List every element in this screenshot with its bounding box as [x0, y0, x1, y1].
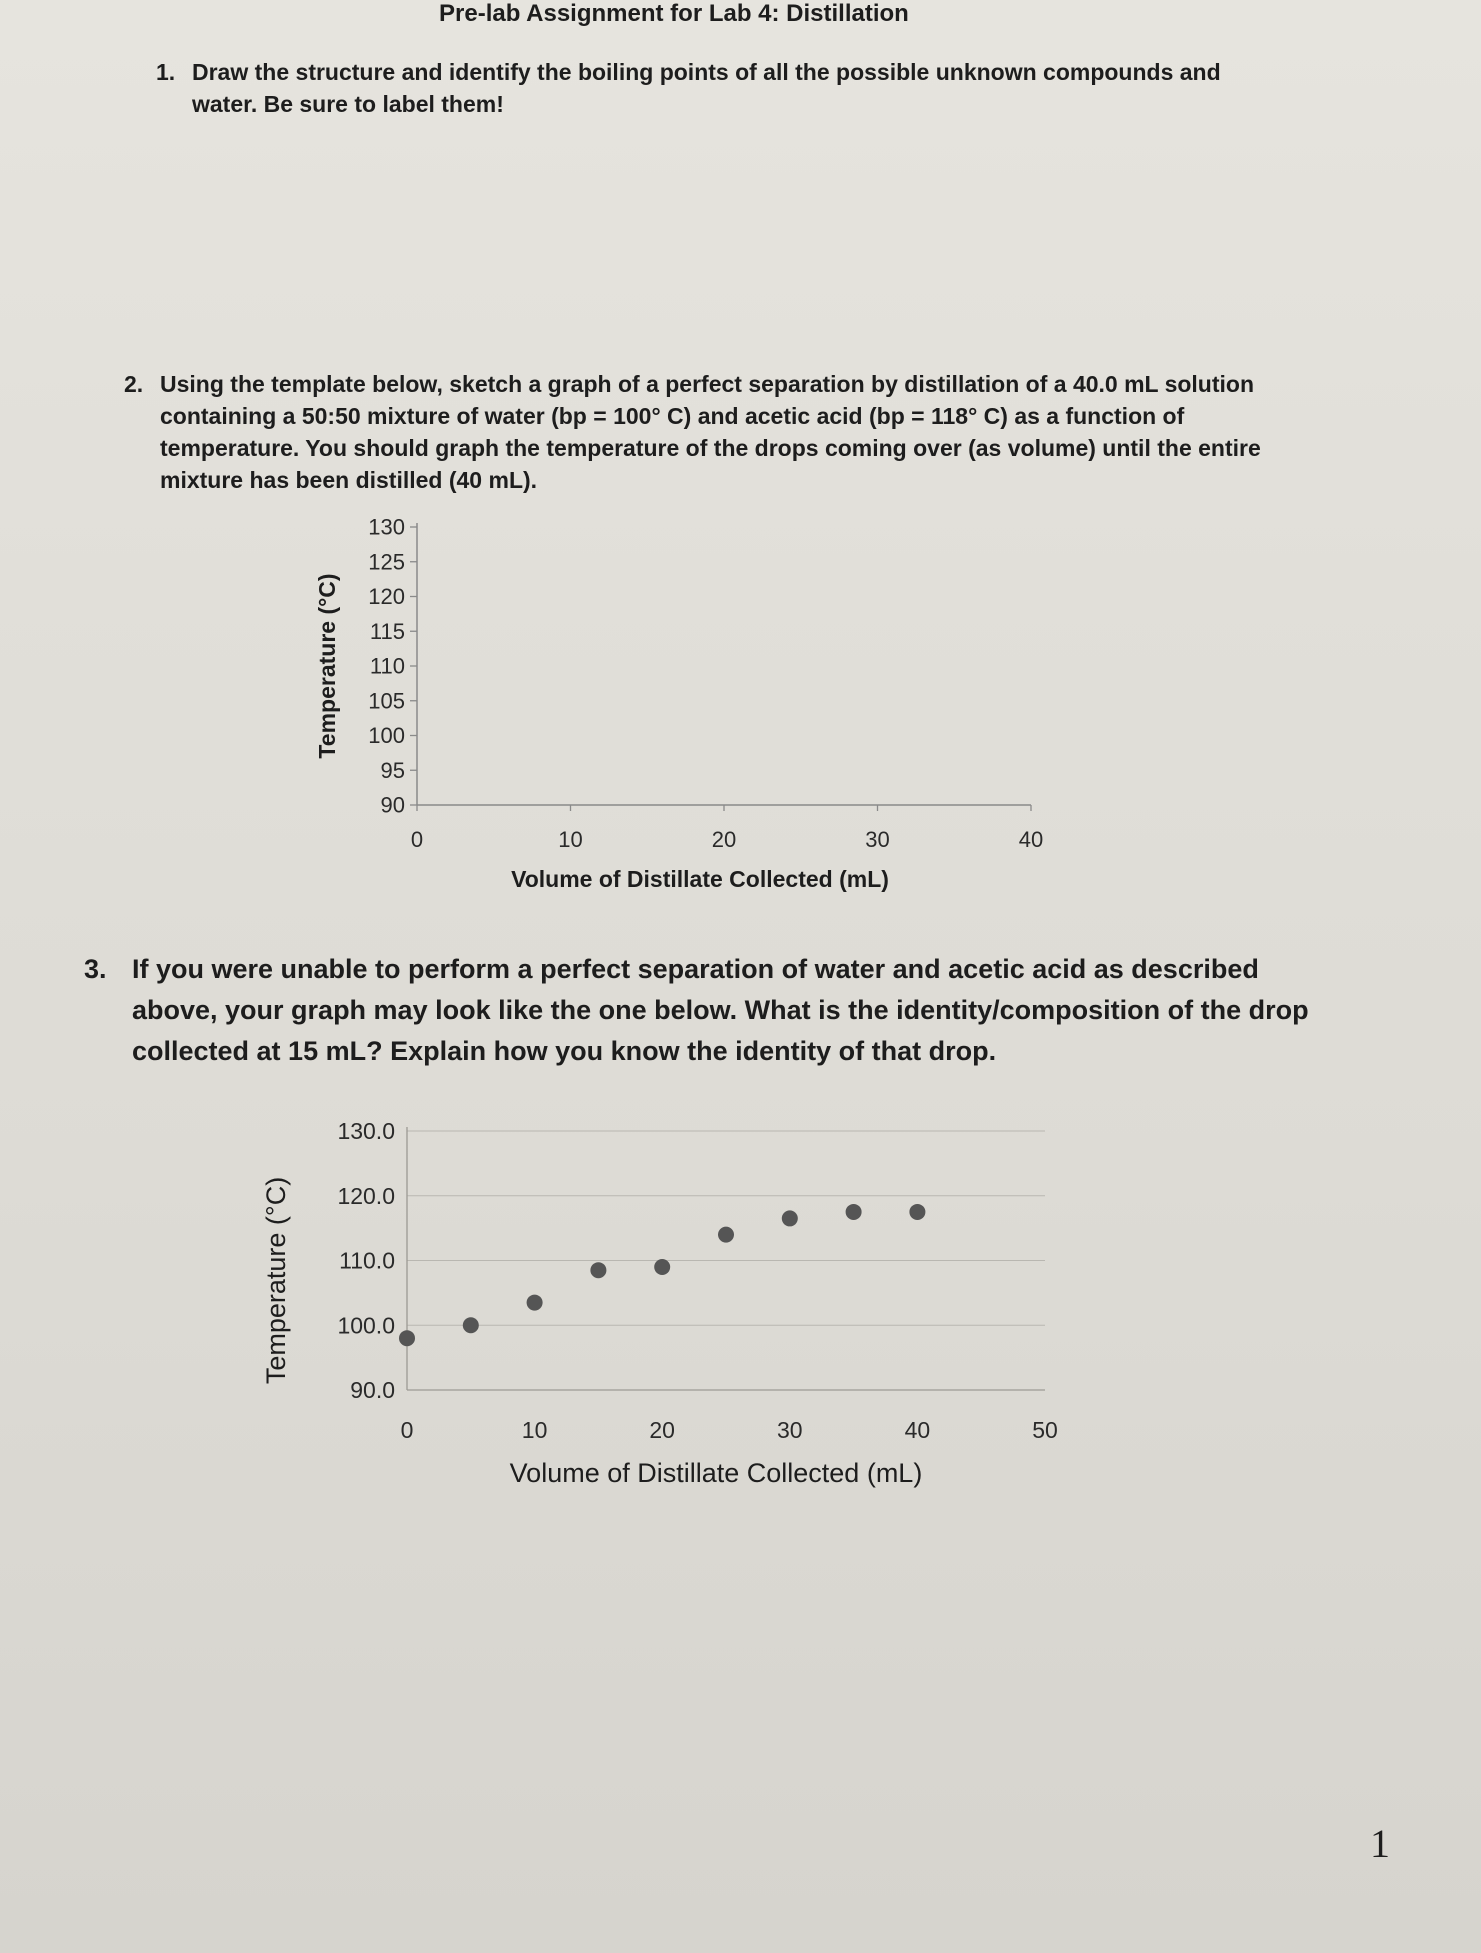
y-tick-label-2: 100	[368, 723, 405, 749]
question-2-bold-word: perfect	[665, 371, 742, 397]
page-title: Pre-lab Assignment for Lab 4: Distillation	[439, 0, 909, 27]
y-tick-label-4: 130.0	[337, 1118, 395, 1145]
y-axis-title: Temperature (°C)	[261, 1176, 291, 1385]
y-tick-label-7: 125	[368, 549, 405, 575]
y-tick-label-6: 120	[368, 584, 405, 610]
x-tick-label-1: 10	[558, 827, 583, 852]
x-tick-label-0: 0	[400, 1417, 414, 1443]
x-axis-title: Volume of Distillate Collected (mL)	[509, 1458, 923, 1488]
x-tick-label-3: 30	[865, 827, 890, 852]
question-2	[124, 368, 1290, 496]
y-axis-title: Temperature (°C)	[314, 573, 340, 759]
y-tick-label-0: 90.0	[350, 1377, 395, 1404]
question-3-text: If you were unable to perform a perfect separation of water and acetic acid as described above, your graph may look like the one below. What is the identity/composition of the drop collected at 15 mL? Explain how you know the identity of that drop.	[132, 954, 1309, 1066]
data-point-0-0	[399, 1330, 415, 1346]
question-1-number: 1.	[156, 59, 176, 85]
data-point-0-3	[590, 1262, 606, 1278]
question-1-text: Draw the structure and identify the boiling points of all the possible unknown compounds and water. Be sure to label them!	[192, 59, 1221, 117]
template-graph	[300, 500, 1070, 920]
x-tick-label-4: 40	[1018, 827, 1044, 852]
y-tick-label-2: 110.0	[339, 1247, 395, 1274]
x-tick-label-5: 50	[1032, 1417, 1058, 1443]
y-tick-label-1: 100.0	[337, 1312, 395, 1339]
y-tick-label-1: 95	[380, 757, 405, 783]
imperfect-separation-graph	[255, 1100, 1085, 1520]
y-tick-label-3: 105	[368, 688, 405, 714]
question-2-text-part-1: Using the template below, sketch a graph of a	[160, 371, 666, 397]
data-point-0-5	[718, 1227, 734, 1243]
x-tick-label-2: 20	[649, 1417, 675, 1443]
y-tick-label-4: 110	[369, 653, 405, 679]
question-2-text-part-2: separation by distillation of a 40.0 mL solution containing a 50:50 mixture of water (bp = 100° C) and acetic acid (bp = 118° C) as a function of temperature. You should graph the temperature of the drops coming over (as volume) until the entire mixture has been distilled (40 mL).	[160, 371, 1261, 493]
x-tick-label-1: 10	[521, 1417, 548, 1443]
x-tick-label-4: 40	[904, 1417, 931, 1443]
question-3-number: 3.	[84, 954, 107, 984]
question-1	[156, 56, 1272, 120]
y-tick-label-5: 115	[369, 618, 405, 644]
question-3	[86, 949, 1336, 1072]
y-tick-label-3: 120.0	[337, 1182, 395, 1209]
x-tick-label-3: 30	[777, 1417, 803, 1443]
data-point-0-7	[846, 1204, 862, 1220]
x-tick-label-0: 0	[410, 827, 424, 852]
question-2-number: 2.	[124, 371, 144, 397]
x-tick-label-2: 20	[711, 827, 737, 852]
data-point-0-6	[782, 1210, 798, 1226]
data-point-0-4	[654, 1259, 670, 1275]
data-point-0-2	[527, 1295, 543, 1311]
x-axis-title: Volume of Distillate Collected (mL)	[511, 866, 889, 892]
data-point-0-8	[909, 1204, 925, 1220]
y-tick-label-0: 90	[380, 792, 405, 818]
question-2-text	[160, 368, 1290, 496]
data-point-0-1	[463, 1317, 479, 1333]
y-tick-label-8: 130	[368, 514, 405, 540]
page-number: 1	[1370, 1821, 1390, 1866]
